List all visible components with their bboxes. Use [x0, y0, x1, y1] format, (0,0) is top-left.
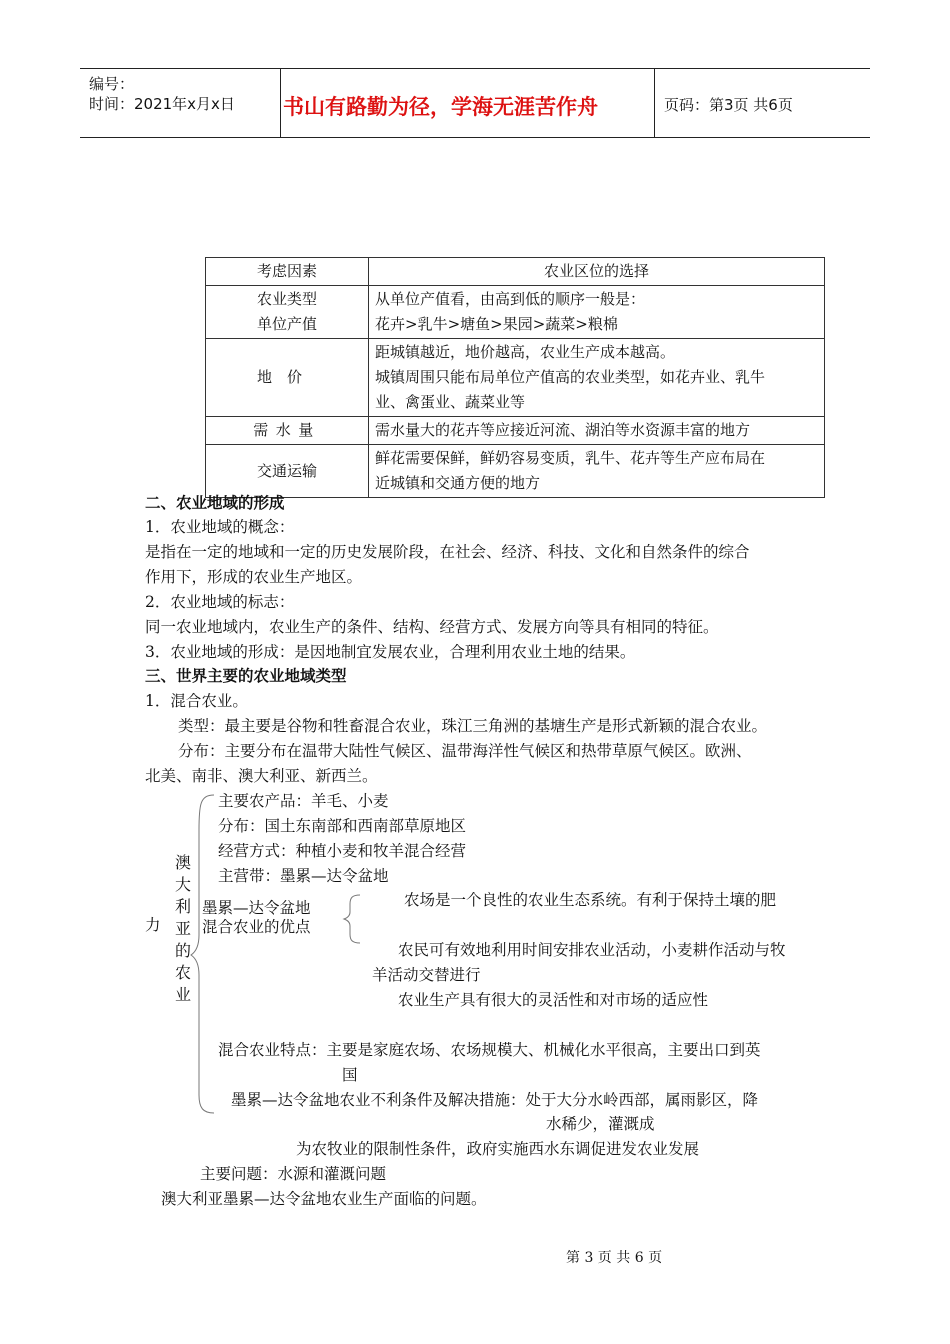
choice-line: 鲜花需要保鲜，鲜奶容易变质，乳牛、花卉等生产应布局在	[375, 449, 766, 467]
diagram-line: 主营带：墨累—达令盆地	[218, 867, 389, 885]
diagram-line: 主要问题：水源和灌溉问题	[200, 1165, 387, 1183]
side-char: 力	[145, 916, 161, 934]
choice-line: 近城镇和交通方便的地方	[375, 474, 541, 492]
diagram-line: 国	[342, 1066, 358, 1084]
choice-line: 距城镇越近，地价越高，农业生产成本越高。	[375, 343, 676, 361]
diagram-line: 混合农业的优点	[202, 918, 311, 936]
date-label: 时间：2021年x月x日	[89, 95, 235, 113]
paragraph: 北美、南非、澳大利亚、新西兰。	[145, 767, 378, 785]
diagram-line: 水稀少，灌溉成	[546, 1115, 655, 1133]
paragraph: 3．农业地域的形成：是因地制宜发展农业，合理利用农业土地的结果。	[145, 643, 636, 661]
factor-line: 地价	[256, 368, 317, 386]
diagram-line: 为农牧业的限制性条件，政府实施西水东调促进发农业发展	[296, 1140, 700, 1158]
section-2-title: 二、农业地域的形成	[145, 493, 285, 512]
choice-line: 花卉>乳牛>塘鱼>果园>蔬菜>粮棉	[375, 315, 618, 333]
page-footer: 第 3 页 共 6 页	[566, 1250, 663, 1266]
paragraph: 2．农业地域的标志：	[145, 593, 295, 611]
motto: 书山有路勤为径，学海无涯苦作舟	[283, 95, 598, 119]
paragraph: 同一农业地域内，农业生产的条件、结构、经营方式、发展方向等具有相同的特征。	[145, 618, 719, 636]
diagram-line: 主要农产品：羊毛、小麦	[218, 792, 389, 810]
paragraph: 是指在一定的地域和一定的历史发展阶段，在社会、经济、科技、文化和自然条件的综合	[145, 543, 750, 561]
paragraph: 分布：主要分布在温带大陆性气候区、温带海洋性气候区和热带草原气候区。欧洲、	[178, 742, 752, 760]
diagram-line: 农业生产具有很大的灵活性和对市场的适应性	[398, 991, 709, 1009]
diagram-line: 农场是一个良性的农业生态系统。有利于保持土壤的肥	[404, 891, 777, 909]
choice-line: 业、禽蛋业、蔬菜业等	[375, 393, 526, 411]
factor-line: 单位产值	[256, 315, 317, 333]
choice-line: 需水量大的花卉等应接近河流、湖泊等水资源丰富的地方	[375, 421, 751, 439]
paragraph: 类型：最主要是谷物和牲畜混合农业，珠江三角洲的基塘生产是形式新颖的混合农业。	[178, 717, 768, 735]
diagram-line: 澳大利亚墨累—达令盆地农业生产面临的问题。	[161, 1190, 487, 1208]
section-3-title: 三、世界主要的农业地域类型	[145, 666, 347, 685]
paragraph: 1．农业地域的概念：	[145, 518, 295, 536]
paragraph: 1．混合农业。	[145, 692, 248, 710]
choice-line: 从单位产值看，由高到低的顺序一般是：	[375, 290, 646, 308]
diagram-line: 墨累—达令盆地农业不利条件及解决措施：处于大分水岭西部，属雨影区，降	[231, 1091, 759, 1109]
diagram-line: 墨累—达令盆地	[202, 899, 311, 917]
diagram-line: 分布：国土东南部和西南部草原地区	[218, 817, 467, 835]
factor-line: 需水量	[253, 421, 321, 439]
diagram-line: 混合农业特点：主要是家庭农场、农场规模大、机械化水平很高，主要出口到英	[218, 1041, 761, 1059]
table-header-cell: 考虑因素	[206, 258, 369, 286]
table-header-cell: 农业区位的选择	[369, 258, 825, 286]
diagram-line: 羊活动交替进行	[372, 966, 481, 984]
factor-line: 交通运输	[256, 461, 317, 480]
code-label: 编号：	[89, 75, 135, 93]
vertical-title: 澳大利亚的农业	[174, 853, 191, 1004]
factor-line: 农业类型	[256, 290, 317, 308]
paragraph: 作用下，形成的农业生产地区。	[145, 568, 363, 586]
page-label: 页码：第3页 共6页	[664, 96, 793, 114]
choice-line: 城镇周围只能布局单位产值高的农业类型，如花卉业、乳牛	[375, 368, 766, 386]
diagram-line: 农民可有效地利用时间安排农业活动，小麦耕作活动与牧	[398, 941, 786, 959]
diagram-line: 经营方式：种植小麦和牧羊混合经营	[218, 842, 467, 860]
